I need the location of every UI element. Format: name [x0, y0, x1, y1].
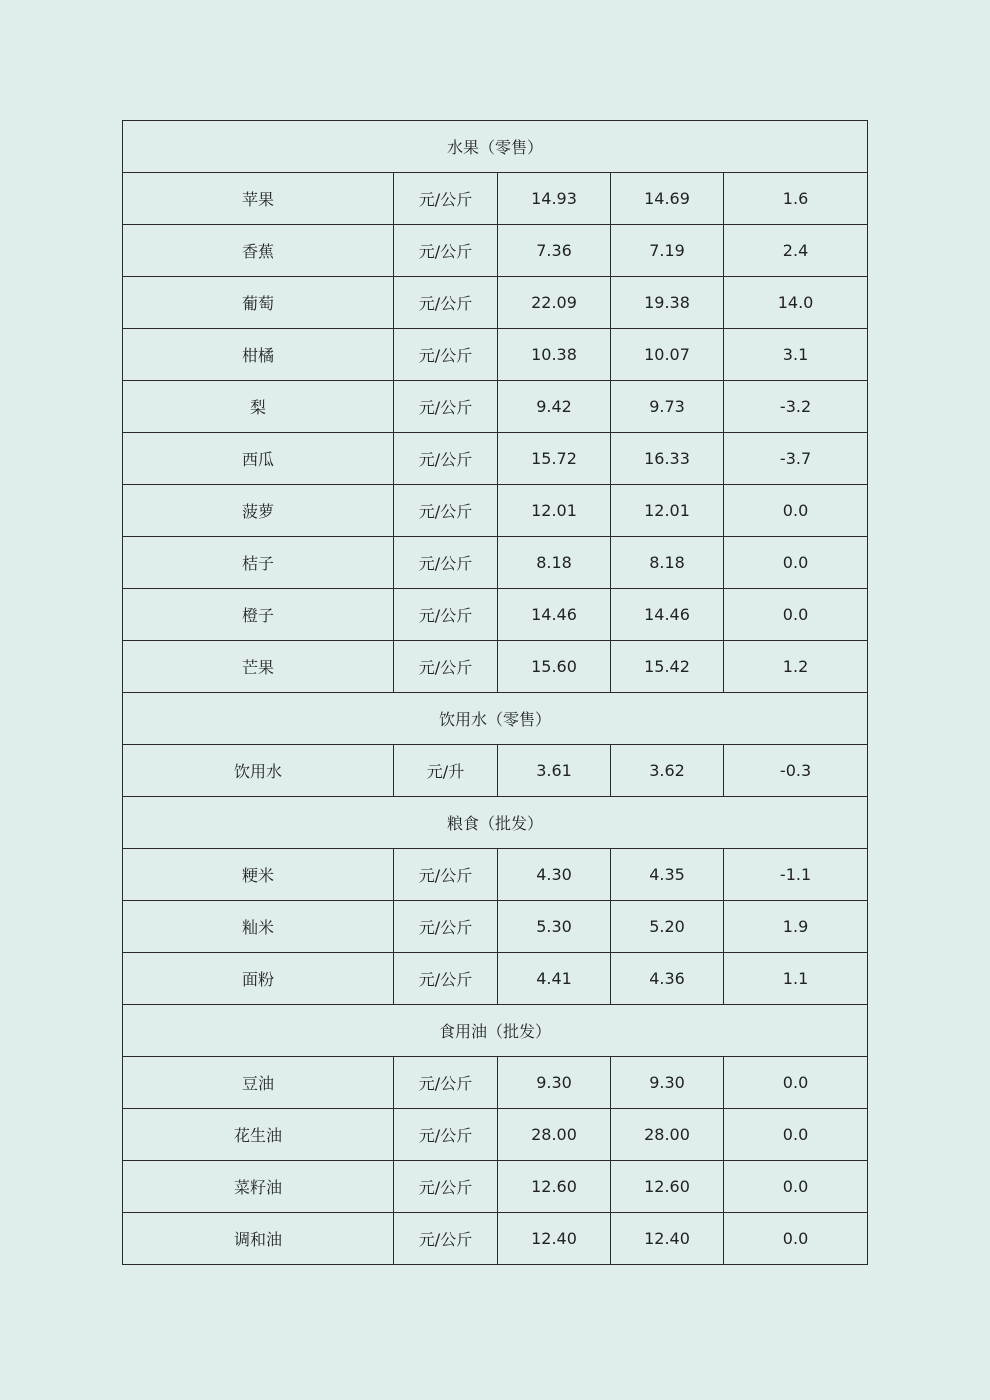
previous-price-cell: 10.07: [611, 329, 724, 381]
table-row: [123, 1109, 868, 1161]
change-percent-cell: 0.0: [724, 1057, 868, 1109]
previous-price-cell: 4.35: [611, 849, 724, 901]
previous-price-cell: 12.01: [611, 485, 724, 537]
current-price-cell: 8.18: [498, 537, 611, 589]
change-percent-cell: 1.6: [724, 173, 868, 225]
unit-cell: 元/公斤: [394, 381, 498, 433]
section-title: 食用油（批发）: [123, 1005, 868, 1057]
table-row: [123, 173, 868, 225]
unit-cell: 元/公斤: [394, 641, 498, 693]
current-price-cell: 12.60: [498, 1161, 611, 1213]
current-price-cell: 12.40: [498, 1213, 611, 1265]
current-price-cell: 14.46: [498, 589, 611, 641]
current-price-cell: 5.30: [498, 901, 611, 953]
current-price-cell: 9.42: [498, 381, 611, 433]
change-percent-cell: -0.3: [724, 745, 868, 797]
table-row: [123, 849, 868, 901]
table-row: [123, 589, 868, 641]
current-price-cell: 4.41: [498, 953, 611, 1005]
item-name-cell: 桔子: [123, 537, 394, 589]
item-name-cell: 调和油: [123, 1213, 394, 1265]
unit-cell: 元/公斤: [394, 329, 498, 381]
previous-price-cell: 12.40: [611, 1213, 724, 1265]
change-percent-cell: 0.0: [724, 1213, 868, 1265]
section-title: 水果（零售）: [123, 121, 868, 173]
unit-cell: 元/升: [394, 745, 498, 797]
price-table-body: [123, 121, 868, 1265]
item-name-cell: 西瓜: [123, 433, 394, 485]
table-row: [123, 953, 868, 1005]
table-row: [123, 641, 868, 693]
change-percent-cell: 1.2: [724, 641, 868, 693]
unit-cell: 元/公斤: [394, 901, 498, 953]
item-name-cell: 柑橘: [123, 329, 394, 381]
table-row: [123, 277, 868, 329]
unit-cell: 元/公斤: [394, 277, 498, 329]
current-price-cell: 15.60: [498, 641, 611, 693]
unit-cell: 元/公斤: [394, 849, 498, 901]
unit-cell: 元/公斤: [394, 433, 498, 485]
table-row: [123, 485, 868, 537]
change-percent-cell: -1.1: [724, 849, 868, 901]
unit-cell: 元/公斤: [394, 1057, 498, 1109]
current-price-cell: 10.38: [498, 329, 611, 381]
item-name-cell: 籼米: [123, 901, 394, 953]
item-name-cell: 饮用水: [123, 745, 394, 797]
unit-cell: 元/公斤: [394, 589, 498, 641]
item-name-cell: 香蕉: [123, 225, 394, 277]
item-name-cell: 葡萄: [123, 277, 394, 329]
price-table: [122, 120, 868, 1265]
table-row: [123, 381, 868, 433]
unit-cell: 元/公斤: [394, 485, 498, 537]
table-row: [123, 1161, 868, 1213]
change-percent-cell: 0.0: [724, 1161, 868, 1213]
current-price-cell: 14.93: [498, 173, 611, 225]
item-name-cell: 粳米: [123, 849, 394, 901]
previous-price-cell: 14.69: [611, 173, 724, 225]
unit-cell: 元/公斤: [394, 537, 498, 589]
table-row: [123, 433, 868, 485]
current-price-cell: 3.61: [498, 745, 611, 797]
current-price-cell: 22.09: [498, 277, 611, 329]
table-row: [123, 745, 868, 797]
item-name-cell: 花生油: [123, 1109, 394, 1161]
change-percent-cell: 1.1: [724, 953, 868, 1005]
section-title: 粮食（批发）: [123, 797, 868, 849]
section-title: 饮用水（零售）: [123, 693, 868, 745]
previous-price-cell: 16.33: [611, 433, 724, 485]
change-percent-cell: 1.9: [724, 901, 868, 953]
section-header-row: [123, 797, 868, 849]
current-price-cell: 28.00: [498, 1109, 611, 1161]
change-percent-cell: 3.1: [724, 329, 868, 381]
section-header-row: [123, 693, 868, 745]
previous-price-cell: 9.73: [611, 381, 724, 433]
item-name-cell: 芒果: [123, 641, 394, 693]
change-percent-cell: 0.0: [724, 485, 868, 537]
change-percent-cell: 0.0: [724, 1109, 868, 1161]
item-name-cell: 菜籽油: [123, 1161, 394, 1213]
table-row: [123, 225, 868, 277]
current-price-cell: 15.72: [498, 433, 611, 485]
previous-price-cell: 14.46: [611, 589, 724, 641]
current-price-cell: 7.36: [498, 225, 611, 277]
item-name-cell: 梨: [123, 381, 394, 433]
previous-price-cell: 5.20: [611, 901, 724, 953]
table-row: [123, 537, 868, 589]
current-price-cell: 4.30: [498, 849, 611, 901]
previous-price-cell: 28.00: [611, 1109, 724, 1161]
item-name-cell: 橙子: [123, 589, 394, 641]
unit-cell: 元/公斤: [394, 1109, 498, 1161]
change-percent-cell: 14.0: [724, 277, 868, 329]
change-percent-cell: -3.7: [724, 433, 868, 485]
table-row: [123, 329, 868, 381]
change-percent-cell: 0.0: [724, 589, 868, 641]
previous-price-cell: 3.62: [611, 745, 724, 797]
current-price-cell: 9.30: [498, 1057, 611, 1109]
table-row: [123, 1213, 868, 1265]
unit-cell: 元/公斤: [394, 953, 498, 1005]
section-header-row: [123, 1005, 868, 1057]
change-percent-cell: 0.0: [724, 537, 868, 589]
previous-price-cell: 9.30: [611, 1057, 724, 1109]
section-header-row: [123, 121, 868, 173]
table-row: [123, 1057, 868, 1109]
item-name-cell: 苹果: [123, 173, 394, 225]
previous-price-cell: 19.38: [611, 277, 724, 329]
previous-price-cell: 7.19: [611, 225, 724, 277]
item-name-cell: 豆油: [123, 1057, 394, 1109]
unit-cell: 元/公斤: [394, 173, 498, 225]
unit-cell: 元/公斤: [394, 1213, 498, 1265]
table-row: [123, 901, 868, 953]
item-name-cell: 面粉: [123, 953, 394, 1005]
previous-price-cell: 12.60: [611, 1161, 724, 1213]
previous-price-cell: 15.42: [611, 641, 724, 693]
unit-cell: 元/公斤: [394, 1161, 498, 1213]
change-percent-cell: -3.2: [724, 381, 868, 433]
item-name-cell: 菠萝: [123, 485, 394, 537]
unit-cell: 元/公斤: [394, 225, 498, 277]
change-percent-cell: 2.4: [724, 225, 868, 277]
previous-price-cell: 4.36: [611, 953, 724, 1005]
current-price-cell: 12.01: [498, 485, 611, 537]
previous-price-cell: 8.18: [611, 537, 724, 589]
